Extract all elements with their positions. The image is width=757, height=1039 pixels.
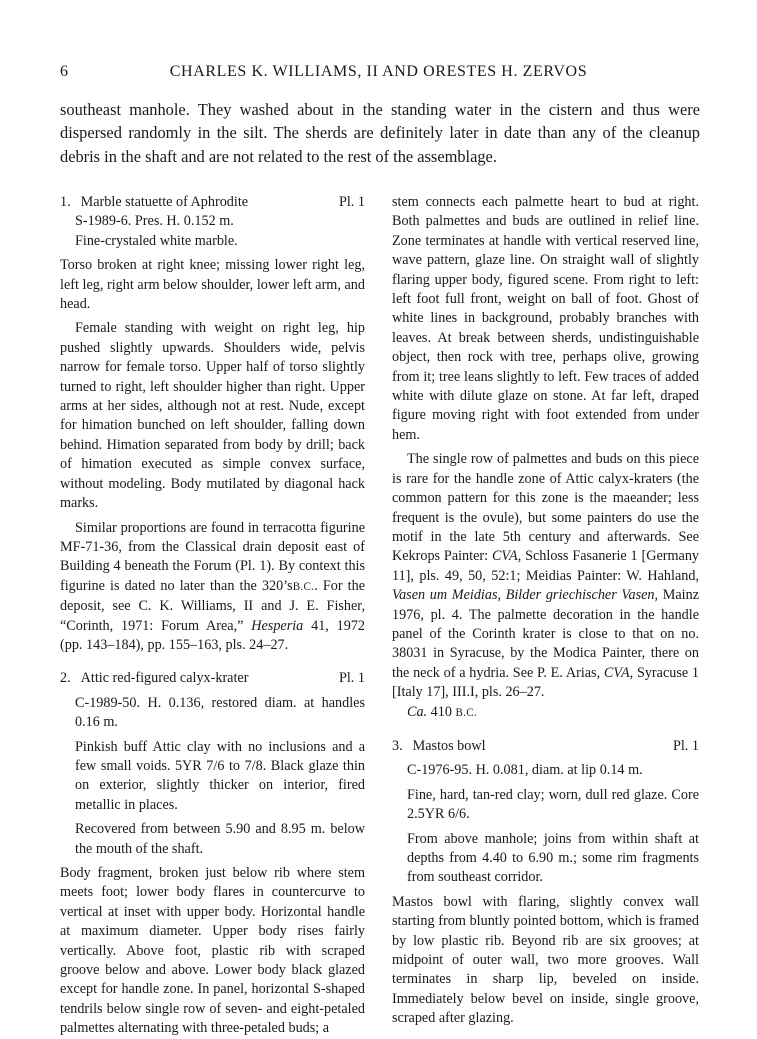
- entry-2-disc-comma: ,: [497, 587, 502, 604]
- entry-1-condition: Torso broken at right knee; missing lower right leg, left leg, right arm below shoulder, lower left arm, and head.: [60, 257, 365, 313]
- entry-1-title: Marble statuette of Aphrodite: [80, 194, 249, 210]
- entry-2-description-left: Body fragment, broken just below rib where stem meets foot; lower body flares in countercurve to vertical at inset with upper body. Horizontal handle at maximum diameter. Upper body rises fairly vertically. Above foot, plastic rib with scraped groove below and above. Lower body black glazed except for handle zone. In panel, horizontal S-shaped tendrils below single row of seven- and eight-petaled palmettes alternating with three-petaled buds; a: [60, 865, 365, 1037]
- entry-2-disc-d: , Syracuse 1 [Italy 17], III.I, pls. 26–27.: [392, 664, 700, 701]
- entry-3-plate: Pl. 1: [672, 737, 699, 754]
- entry-2-date-ca: Ca.: [407, 703, 428, 720]
- entry-1-heading: [60, 193, 365, 212]
- entry-2-findspot: Recovered from between 5.90 and 8.95 m. below the mouth of the shaft.: [75, 821, 365, 857]
- entry-3-description: Mastos bowl with flaring, slightly convex wall starting from bluntly pointed bottom, which is framed by low plastic rib. Beyond rib are six grooves; at midpoint of outer wall, two more grooves. Wall terminates in sharp lip, beveled on inside. Immediately below bevel on inside, single groove, scraped after glazing.: [392, 893, 699, 1027]
- entry-2-discussion: [392, 450, 699, 702]
- entry-1-comp-a: Similar proportions are found in terracotta figurine MF-71-36, from the Classical drain deposit east of Building 4 beneath the Forum (Pl. 1). By context this figurine is dated no later than the 320’s: [60, 519, 365, 594]
- entry-1-comp-bc: B.C.: [292, 580, 315, 593]
- entry-1-material: Fine-crystaled white marble.: [75, 232, 238, 249]
- entry-2-disc-a: The single row of palmettes and buds on this piece is rare for the handle zone of Attic calyx-kraters (the common pattern for this zone is the maeander; less frequent is the ovule), but some painters do use the motif in the late 5th century and afterwards. See Kekrops Painter:: [392, 451, 699, 565]
- entry-3-clay: Fine, hard, tan-red clay; worn, dull red glaze. Core 2.5YR 6/6.: [407, 786, 699, 823]
- entry-1-plate: Pl. 1: [338, 194, 365, 210]
- entry-1-description: Female standing with weight on right leg, hip pushed slightly upwards. Shoulders wide, pelvis narrow for female torso. Upper half of torso slightly turned to right, left shoulder higher than right. Upper arms at her sides, although not at rest. Nude, except for himation bunched on left shoulder, falling down behind. Himation separated from body by drill; back of himation executed as simple convex surface, without modeling. Body mutilated by diagonal hack marks.: [60, 320, 365, 512]
- entry-2-disc-cva2: CVA: [603, 664, 630, 681]
- entry-2-title: Attic red-figured calyx-krater: [80, 670, 249, 687]
- entry-3-findspot: From above manhole; joins from within shaft at depths from 4.40 to 6.90 m.; some rim fragments from southeast corridor.: [407, 830, 699, 886]
- entry-3-title: Mastos bowl: [412, 737, 486, 754]
- left-column: [60, 193, 365, 1039]
- entry-2-date: [392, 703, 699, 723]
- entry-2-inventory: C-1989-50. H. 0.136, restored diam. at handles 0.16 m.: [75, 694, 365, 731]
- entry-2-plate: Pl. 1: [338, 670, 365, 687]
- entry-3-number: 3.: [392, 737, 403, 754]
- entry-3-inventory: C-1976-95. H. 0.081, diam. at lip 0.14 m.: [407, 762, 643, 779]
- entry-2-disc-book2: Bilder griechischer Vasen: [505, 587, 655, 604]
- entry-2-clay: Pinkish buff Attic clay with no inclusions and a few small voids. 5YR 7/6 to 7/8. Black glaze thin on exterior, slightly thicker on interior, fired metallic in places.: [75, 738, 365, 813]
- entry-2-disc-cva1: CVA: [491, 548, 518, 565]
- entry-1-comp-journal: Hesperia: [251, 617, 304, 634]
- entry-2-date-value: 410: [430, 703, 452, 720]
- entry-2-disc-c: , Mainz 1976, pl. 4. The palmette decoration in the handle panel of the Corinth krater is close to that on no. 38031 in Syracuse, by the Modica Painter, there on the neck of a hydria. See P. E. Arias,: [392, 587, 699, 681]
- entry-2-number: 2.: [60, 670, 71, 687]
- entry-2-heading: [60, 669, 365, 688]
- right-column: [392, 193, 699, 1029]
- entry-2-description-right: stem connects each palmette heart to bud at right. Both palmettes and buds are outlined in relief line. Zone terminates at handle with vertical reserved line, wave pattern, glaze line. On straight wall of slightly flaring upper body, figured scene. From right to left: left foot full front, weight on ball of foot. Ghost of white lines in background, probably branches with leaves. At break between sherds, undistinguishable object, then rock with tree, perhaps olive, growing from it; tree leans slightly to left. Few traces of added white with dilute glaze on stone. At far left, draped figure moving right with foot extended from under hem.: [392, 194, 699, 443]
- running-head: CHARLES K. WILLIAMS, II AND ORESTES H. ZERVOS: [169, 63, 588, 80]
- entry-1-comparanda: [60, 519, 365, 656]
- entry-1-comp-b: . For the deposit, see C. K. Williams, II and J. E. Fisher, “Corinth, 1971: Forum Area,”: [60, 577, 365, 634]
- intro-paragraph: southeast manhole. They washed about in the standing water in the cistern and thus were dispersed randomly in the silt. The sherds are definitely later in date than any of the cleanup debris in the shaft and are not related to the rest of the assemblage.: [60, 100, 700, 166]
- page-number: 6: [60, 63, 68, 80]
- entry-1-comp-c: 41, 1972 (pp. 143–184), pp. 155–163, pls. 24–27.: [60, 617, 366, 653]
- entry-1-number: 1.: [60, 194, 71, 210]
- entry-1-inventory: S-1989-6. Pres. H. 0.152 m.: [75, 213, 234, 230]
- entry-2-disc-b: , Schloss Fasanerie 1 [Germany 11], pls. 49, 50, 52:1; Meidias Painter: W. Hahland,: [392, 548, 700, 584]
- entry-2-disc-book: Vasen um Meidias: [392, 587, 498, 604]
- entry-2-date-bc: B.C.: [455, 706, 477, 719]
- entry-3-heading: [392, 737, 699, 756]
